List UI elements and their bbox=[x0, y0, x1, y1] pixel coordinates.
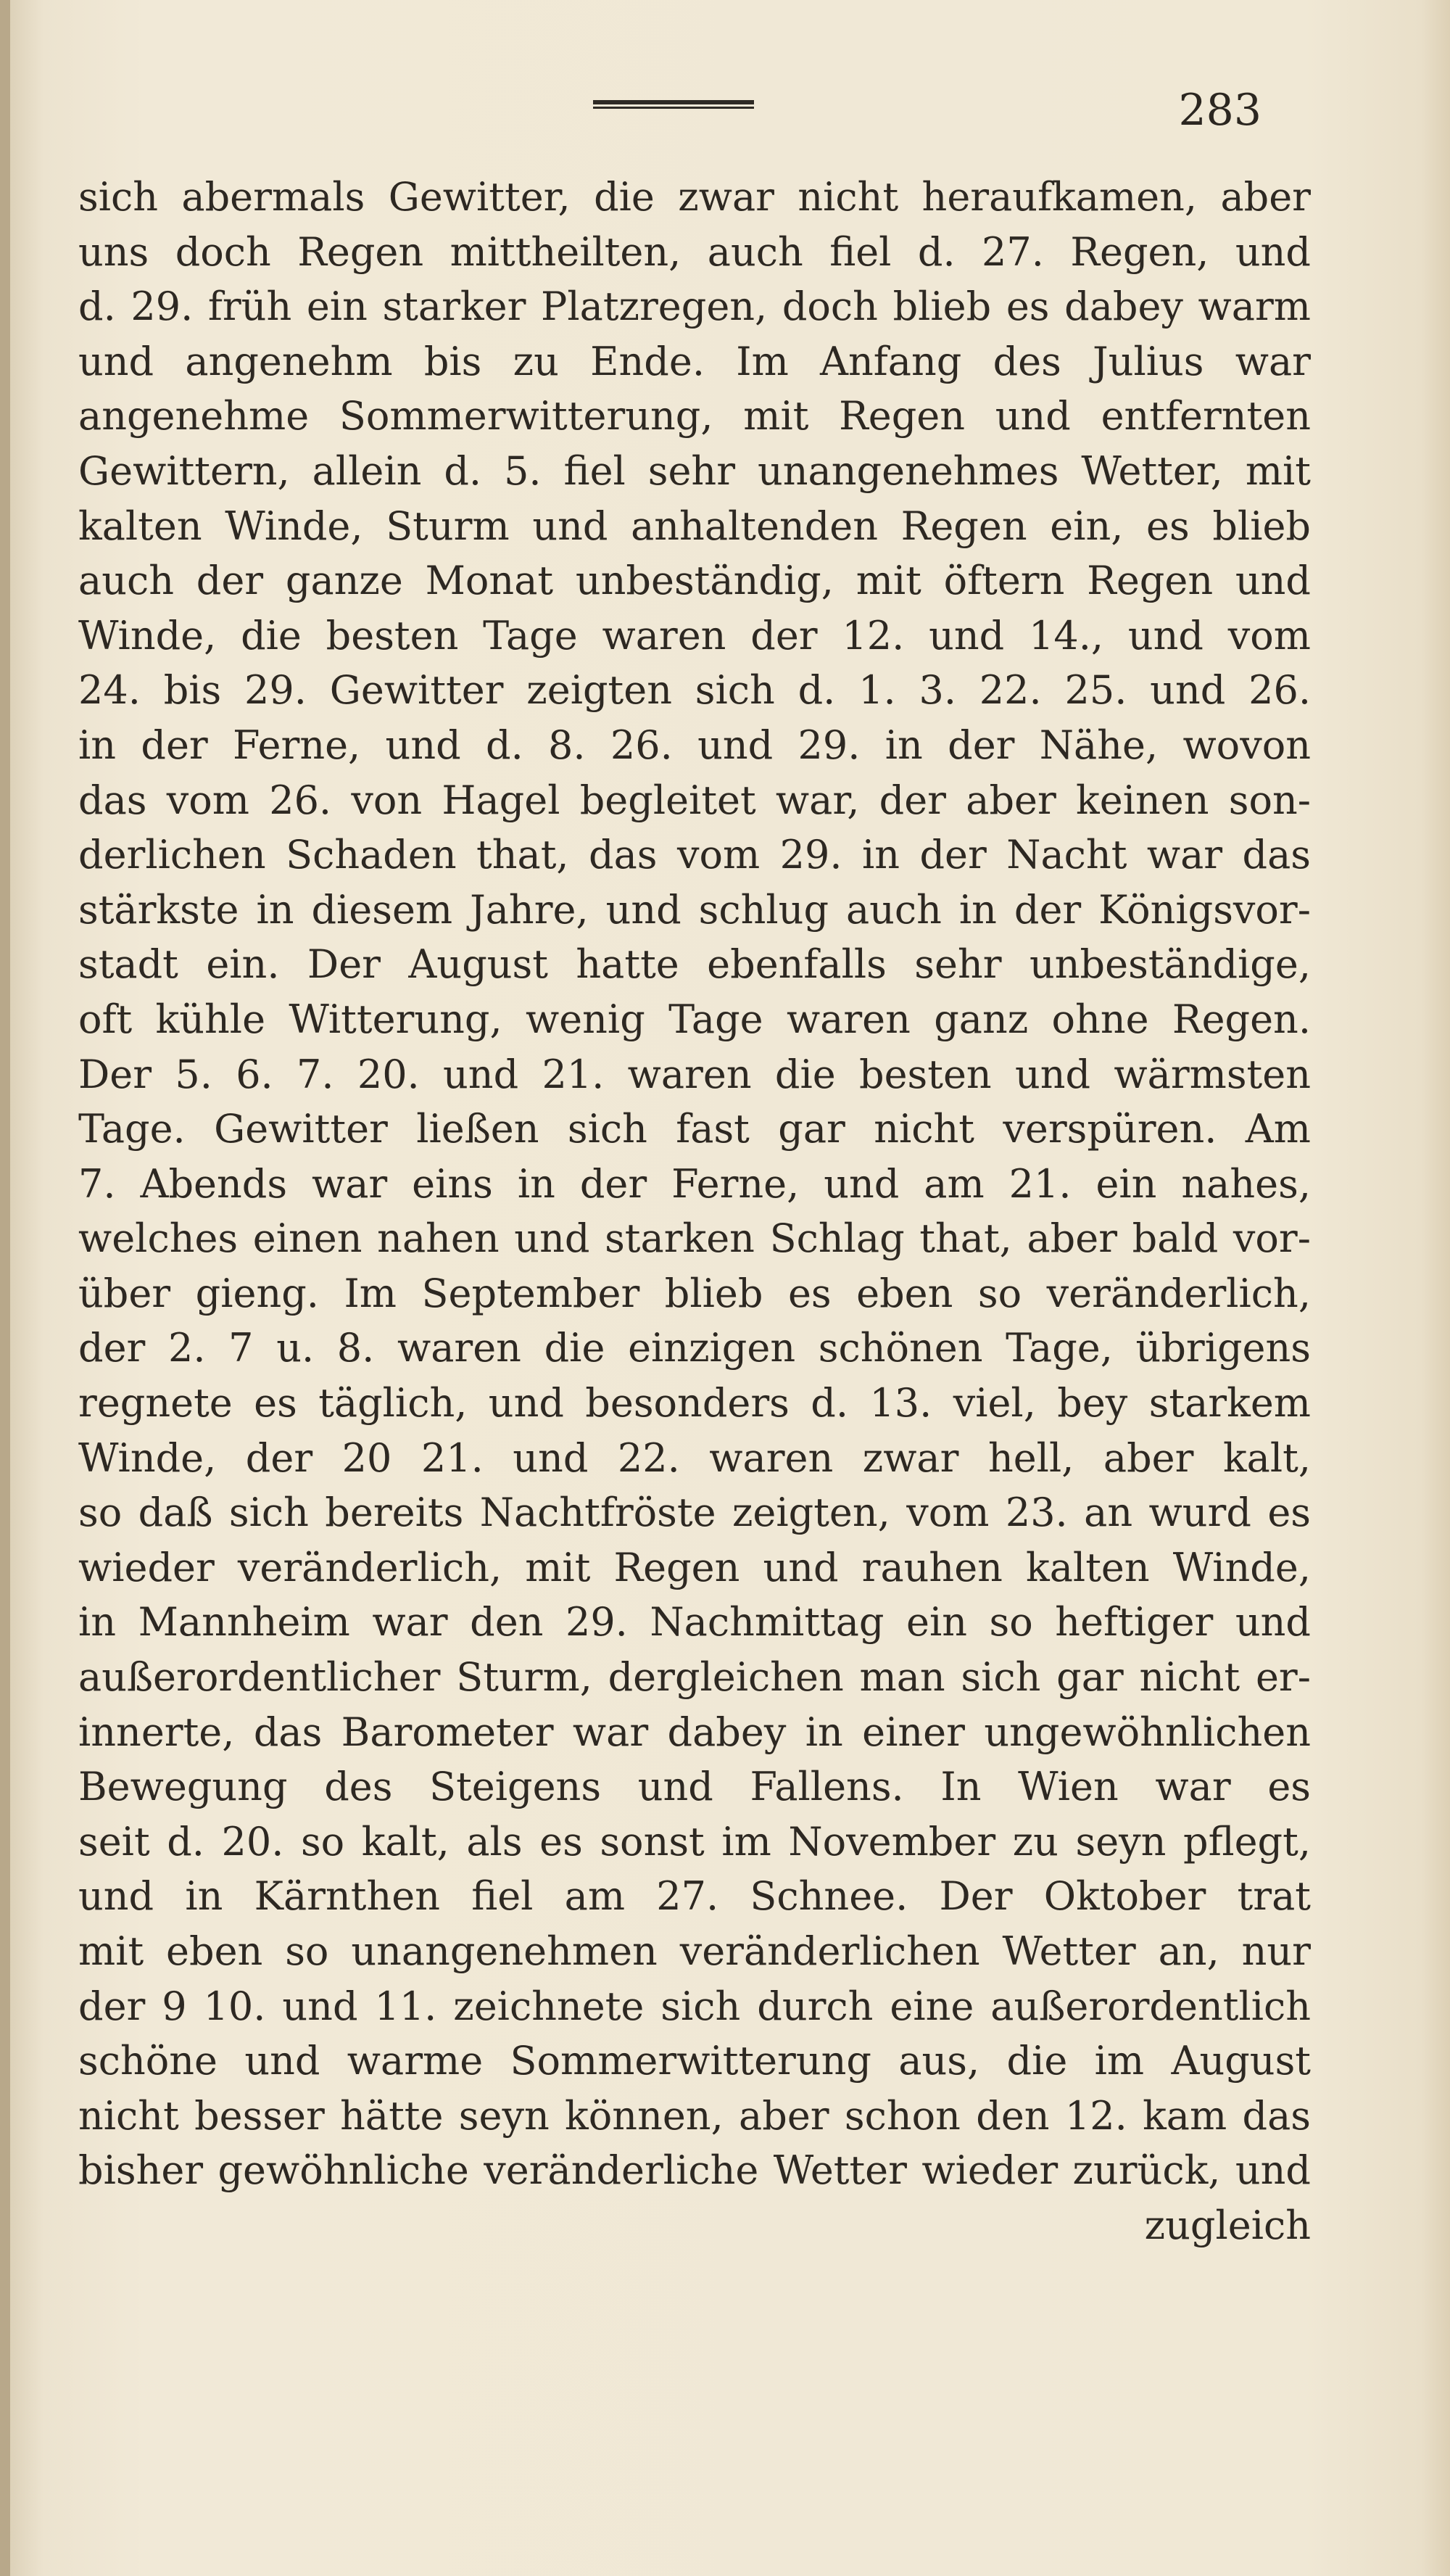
text-line: so daß sich bereits Nachtfröste zeigten, vom 23. an wurd es bbox=[78, 1490, 1311, 1536]
text-line: schöne und warme Sommerwitterung aus, die im August bbox=[78, 2038, 1311, 2084]
text-line: das vom 26. von Hagel begleitet war, der aber keinen son- bbox=[78, 777, 1311, 823]
text-line: stärkste in diesem Jahre, und schlug auch in der Königsvor- bbox=[78, 886, 1311, 933]
text-line: in Mannheim war den 29. Nachmittag ein so heftiger und bbox=[78, 1599, 1311, 1646]
text-line: Tage. Gewitter ließen sich fast gar nicht verspüren. Am bbox=[78, 1106, 1311, 1152]
text-line: der 9 10. und 11. zeichnete sich durch eine außerordentlich bbox=[78, 1983, 1311, 2029]
text-line: Winde, die besten Tage waren der 12. und 14., und vom bbox=[78, 612, 1311, 659]
text-line: d. 29. früh ein starker Platzregen, doch blieb es dabey warm bbox=[78, 284, 1311, 330]
text-line: Der 5. 6. 7. 20. und 21. waren die besten und wärmsten bbox=[78, 1051, 1311, 1097]
text-line: bisher gewöhnliche veränderliche Wetter wieder zurück, und bbox=[78, 2147, 1311, 2194]
text-line: 7. Abends war eins in der Ferne, und am 21. ein nahes, bbox=[78, 1160, 1311, 1207]
page-number: 283 bbox=[1178, 85, 1262, 136]
text-line: auch der ganze Monat unbeständig, mit öftern Regen und bbox=[78, 558, 1311, 604]
text-line: stadt ein. Der August hatte ebenfalls sehr unbeständige, bbox=[78, 941, 1311, 988]
text-line: seit d. 20. so kalt, als es sonst im November zu seyn pflegt, bbox=[78, 1818, 1311, 1865]
text-line: wieder veränderlich, mit Regen und rauhen kalten Winde, bbox=[78, 1544, 1311, 1590]
header-rule-thick bbox=[593, 100, 754, 104]
text-line: angenehme Sommerwitterung, mit Regen und entfernten bbox=[78, 393, 1311, 439]
text-line: außerordentlicher Sturm, dergleichen man sich gar nicht er- bbox=[78, 1654, 1311, 1701]
catchword: zugleich bbox=[1144, 2202, 1311, 2248]
text-line: kalten Winde, Sturm und anhaltenden Regen ein, es blieb bbox=[78, 503, 1311, 549]
text-line: mit eben so unangenehmen veränderlichen Wetter an, nur bbox=[78, 1928, 1311, 1974]
text-line: welches einen nahen und starken Schlag that, aber bald vor- bbox=[78, 1215, 1311, 1262]
text-line: sich abermals Gewitter, die zwar nicht heraufkamen, aber bbox=[78, 174, 1311, 220]
text-line: und angenehm bis zu Ende. Im Anfang des Julius war bbox=[78, 338, 1311, 384]
text-line: innerte, das Barometer war dabey in einer ungewöhnlichen bbox=[78, 1709, 1311, 1755]
text-line: nicht besser hätte seyn können, aber schon den 12. kam das bbox=[78, 2092, 1311, 2139]
header-rule-thin bbox=[593, 107, 754, 109]
text-line: Bewegung des Steigens und Fallens. In Wien war es bbox=[78, 1764, 1311, 1810]
text-line: der 2. 7 u. 8. waren die einzigen schönen Tage, übrigens bbox=[78, 1325, 1311, 1371]
text-line: Gewittern, allein d. 5. fiel sehr unangenehmes Wetter, mit bbox=[78, 447, 1311, 494]
text-line: oft kühle Witterung, wenig Tage waren ganz ohne Regen. bbox=[78, 996, 1311, 1042]
text-line: 24. bis 29. Gewitter zeigten sich d. 1. 3. 22. 25. und 26. bbox=[78, 667, 1311, 714]
body-text bbox=[78, 170, 1311, 2253]
text-line: in der Ferne, und d. 8. 26. und 29. in der Nähe, wovon bbox=[78, 722, 1311, 768]
text-line: regnete es täglich, und besonders d. 13. viel, bey starkem bbox=[78, 1380, 1311, 1427]
text-line: und in Kärnthen fiel am 27. Schnee. Der Oktober trat bbox=[78, 1873, 1311, 1920]
text-line: Winde, der 20 21. und 22. waren zwar hell, aber kalt, bbox=[78, 1434, 1311, 1481]
text-line: uns doch Regen mittheilten, auch fiel d. 27. Regen, und bbox=[78, 228, 1311, 275]
page-edge-shadow bbox=[0, 0, 10, 2576]
header-rule bbox=[593, 100, 754, 110]
text-line: über gieng. Im September blieb es eben so veränderlich, bbox=[78, 1270, 1311, 1316]
text-line: derlichen Schaden that, das vom 29. in der Nacht war das bbox=[78, 832, 1311, 878]
